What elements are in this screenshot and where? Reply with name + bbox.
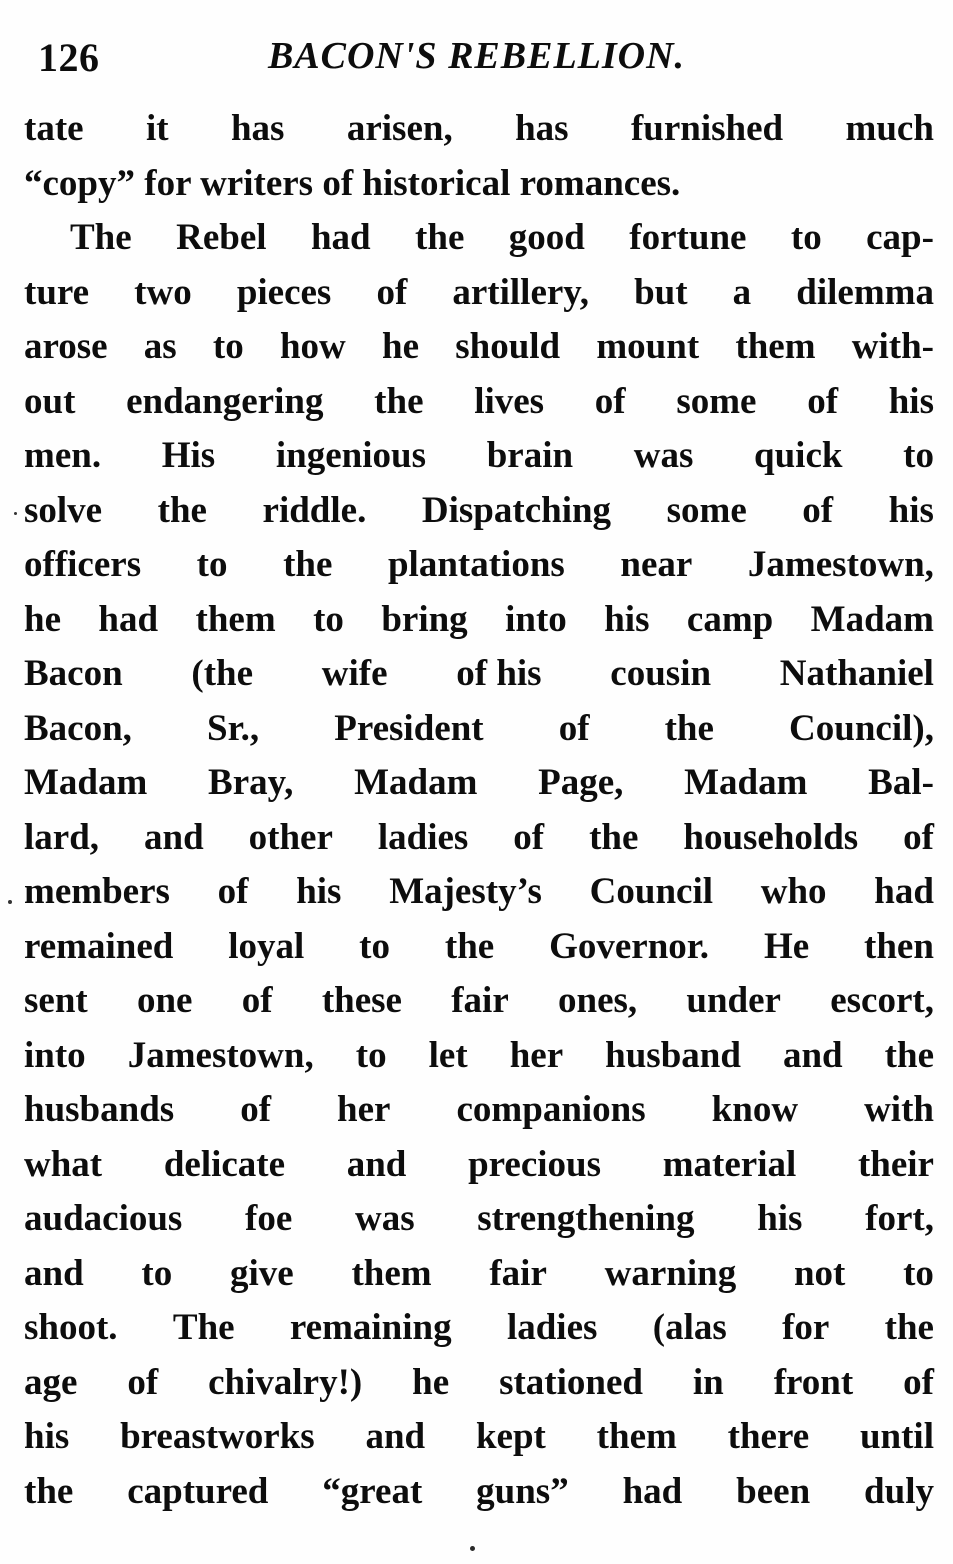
text-line: remained loyal to the Governor. He then (24, 925, 934, 967)
page-header (0, 20, 953, 80)
text-line: shoot. The remaining ladies (alas for the (24, 1307, 934, 1348)
text-line: age of chivalry!) he stationed in front of (24, 1361, 934, 1403)
text-line: husbands of her companions know with (24, 1089, 934, 1130)
page-speck (470, 1546, 475, 1551)
text-line: the captured “great guns” had been duly (24, 1470, 934, 1512)
text-line: solve the riddle. Dispatching some of his (24, 489, 934, 531)
text-line: arose as to how he should mount them with- (24, 326, 934, 367)
text-line: members of his Majesty’s Council who had (24, 871, 934, 912)
text-line: sent one of these fair ones, under escort, (24, 980, 934, 1021)
text-line: Bacon (the wife of his cousin Nathaniel (24, 653, 934, 694)
text-line: Bacon, Sr., President of the Council), (24, 707, 934, 749)
text-line: audacious foe was strengthening his fort, (24, 1198, 934, 1239)
text-line: officers to the plantations near Jamestown, (24, 544, 934, 585)
text-line: Madam Bray, Madam Page, Madam Bal- (24, 762, 934, 803)
text-line: “copy” for writers of historical romances. (24, 162, 681, 204)
page-speck (8, 900, 12, 904)
paragraph-continued (24, 102, 934, 211)
text-line: into Jamestown, to let her husband and the (24, 1034, 934, 1076)
running-head: BACON'S REBELLION. (267, 35, 686, 77)
text-line: The Rebel had the good fortune to cap- (70, 217, 934, 258)
page-number: 126 (38, 35, 100, 80)
text-line: and to give them fair warning not to (24, 1252, 934, 1294)
paragraph-rebel (24, 211, 934, 1519)
text-line: what delicate and precious material their (24, 1143, 934, 1185)
text-line: men. His ingenious brain was quick to (24, 435, 934, 476)
text-line: his breastworks and kept them there until (24, 1416, 934, 1457)
text-line: he had them to bring into his camp Madam (24, 598, 934, 640)
text-line: lard, and other ladies of the households of (24, 816, 934, 858)
body-text (24, 102, 934, 1519)
page-speck (14, 512, 17, 515)
text-line: out endangering the lives of some of his (24, 380, 934, 422)
text-line: ture two pieces of artillery, but a dilemma (24, 271, 934, 313)
text-line: tate it has arisen, has furnished much (24, 108, 934, 149)
